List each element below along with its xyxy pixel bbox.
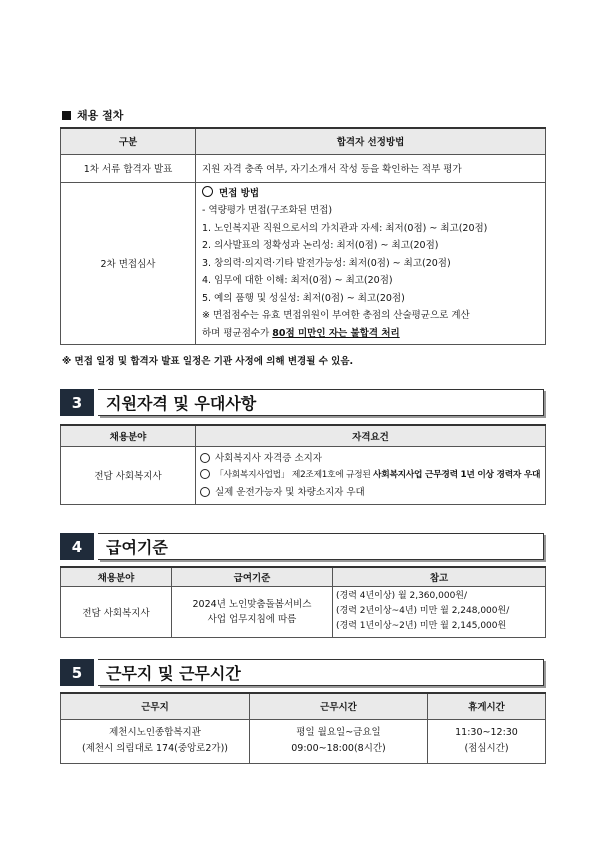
col-header-workplace: 근무지	[61, 693, 250, 719]
col-header-reference: 참고	[333, 567, 546, 586]
workplace-line: 제천시노인종합복지관	[109, 727, 201, 738]
row-label-interview: 2차 면접심사	[61, 182, 196, 345]
procedure-heading: 채용 절차	[62, 107, 123, 123]
reference-line: (경력 4년이상) 월 2,360,000원/	[336, 591, 468, 601]
salary-table	[60, 566, 546, 638]
interview-method-cell	[196, 182, 546, 345]
requirement-item: 실제 운전가능자 및 차량소지자 우대	[200, 484, 541, 501]
section-number: 4	[60, 533, 94, 560]
qualification-table	[60, 424, 546, 505]
workplace-line: (제천시 의림대로 174(중앙로2가))	[82, 743, 228, 754]
circle-bullet-icon	[200, 469, 210, 479]
interview-item: 2. 의사발표의 정확성과 논리성: 최저(0점) ~ 최고(20점)	[202, 240, 439, 251]
section-3-header	[60, 389, 544, 416]
col-header-hours: 근무시간	[250, 693, 428, 719]
section-number: 3	[60, 389, 94, 416]
col-header-method: 합격자 선정방법	[196, 128, 546, 154]
col-header-break: 휴게시간	[428, 693, 546, 719]
interview-item: 4. 임무에 대한 이해: 최저(0점) ~ 최고(20점)	[202, 275, 393, 286]
salary-basis-cell	[172, 586, 333, 637]
interview-note-2: 하며 평균점수가 80점 미만인 자는 불합격 처리	[202, 327, 400, 339]
col-header-field: 채용분야	[61, 425, 196, 446]
break-line: (점심시간)	[464, 743, 509, 754]
section-title: 지원자격 및 우대사항	[98, 389, 544, 416]
salary-basis-line: 2024년 노인맞춤돌봄서비스	[192, 598, 312, 610]
reference-line: (경력 2년이상~4년) 미만 월 2,248,000원/	[336, 606, 510, 616]
circle-bullet-icon	[200, 453, 210, 463]
break-cell	[428, 719, 546, 763]
reference-line: (경력 1년이상~2년) 미만 월 2,145,000원	[336, 621, 507, 631]
row-text-document: 지원 자격 충족 여부, 자기소개서 작성 등을 확인하는 적부 평가	[196, 154, 546, 182]
col-header-field: 채용분야	[61, 567, 172, 586]
row-label-document: 1차 서류 합격자 발표	[61, 154, 196, 182]
section-number: 5	[60, 659, 94, 686]
requirement-item: 사회복지사 자격증 소지자	[200, 450, 541, 467]
interview-note: ※ 면접점수는 유효 면접위원이 부여한 총점의 산술평균으로 계산	[202, 310, 470, 321]
section-5-header	[60, 659, 544, 686]
salary-basis-line: 사업 업무지침에 따름	[207, 613, 297, 625]
requirement-item: 「사회복지사업법」 제2조제1호에 규정된 사회복지사업 근무경력 1년 이상 경력자 우대	[200, 467, 541, 484]
section-4-header	[60, 533, 544, 560]
interview-item: 5. 예의 품행 및 성실성: 최저(0점) ~ 최고(20점)	[202, 292, 405, 304]
col-header-salary-basis: 급여기준	[172, 567, 333, 586]
break-line: 11:30~12:30	[455, 727, 518, 738]
hours-line: 09:00~18:00(8시간)	[291, 743, 386, 754]
hours-cell	[250, 719, 428, 763]
circle-bullet-icon	[202, 186, 213, 197]
field-cell: 전담 사회복지사	[61, 446, 196, 504]
interview-title: 면접 방법	[202, 185, 541, 203]
requirements-cell	[196, 446, 546, 504]
procedure-footnote: ※ 면접 일정 및 합격자 발표 일정은 기관 사정에 의해 변경될 수 있음.	[62, 356, 354, 367]
section-title: 급여기준	[98, 533, 544, 560]
section-title: 근무지 및 근무시간	[98, 659, 544, 686]
procedure-table	[60, 127, 546, 345]
reference-cell	[333, 586, 546, 637]
col-header-category: 구분	[61, 128, 196, 154]
field-cell: 전담 사회복지사	[61, 586, 172, 637]
interview-item: 3. 창의력·의지력·기타 발전가능성: 최저(0점) ~ 최고(20점)	[202, 257, 451, 269]
workplace-table	[60, 692, 546, 764]
col-header-requirements: 자격요건	[196, 425, 546, 446]
square-bullet-icon	[62, 111, 71, 120]
interview-item: 1. 노인복지관 직원으로서의 가치관과 자세: 최저(0점) ~ 최고(20점)	[202, 222, 488, 234]
workplace-cell	[61, 719, 250, 763]
circle-bullet-icon	[200, 487, 210, 497]
interview-sub: - 역량평가 면접(구조화된 면접)	[202, 205, 333, 216]
hours-line: 평일 월요일~금요일	[296, 727, 381, 738]
